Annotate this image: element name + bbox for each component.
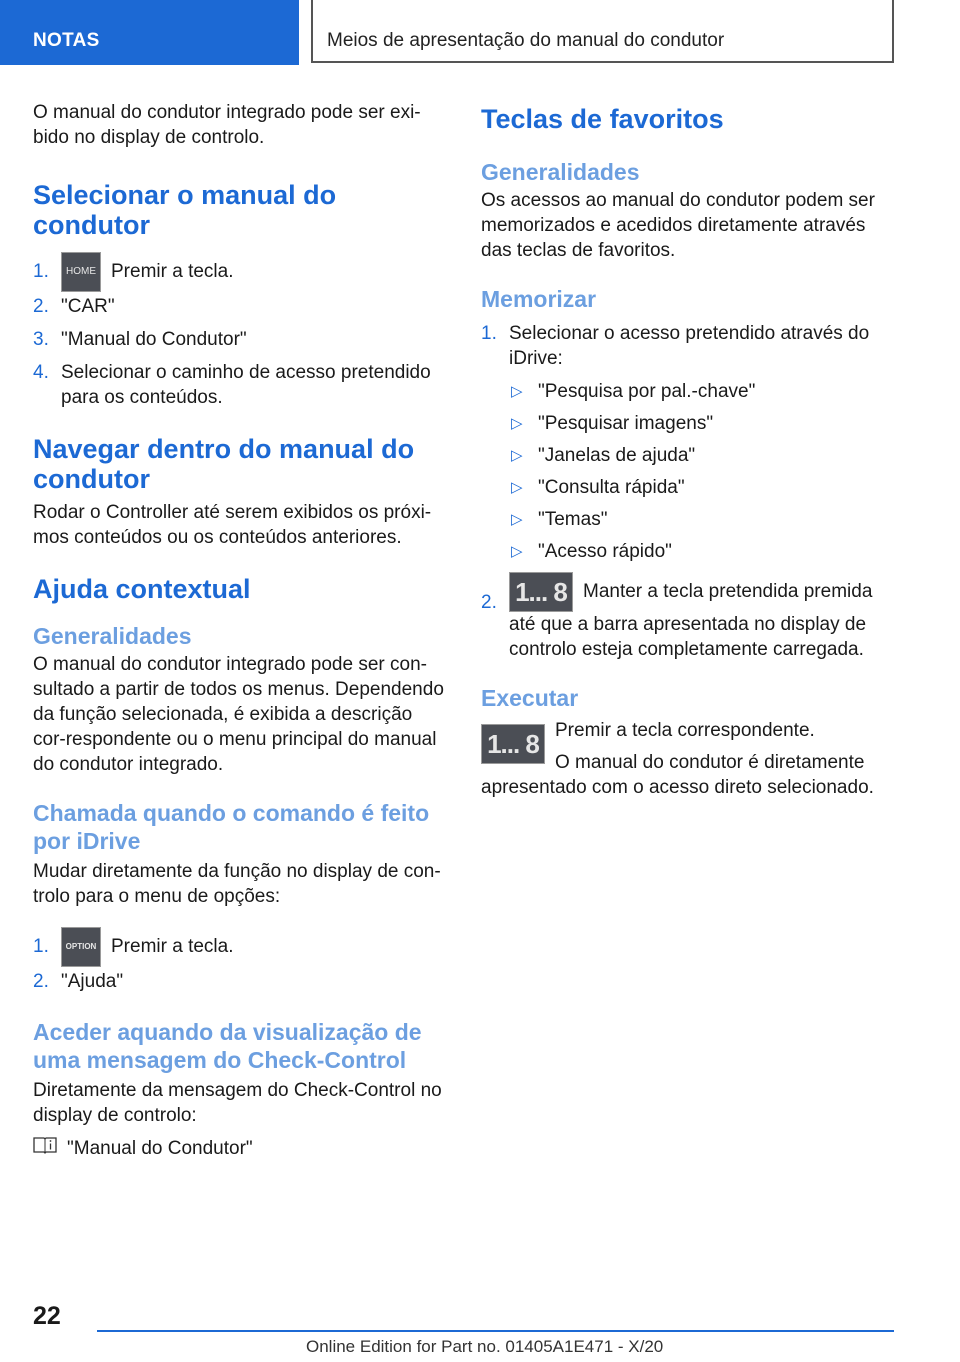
option-button-icon: OPTION bbox=[61, 927, 101, 967]
list-item bbox=[33, 252, 447, 292]
step-number: 1. bbox=[33, 936, 49, 957]
context-help-heading: Ajuda contextual bbox=[33, 574, 251, 604]
step-number: 1. bbox=[33, 261, 49, 282]
fav-general-heading: Generalidades bbox=[481, 159, 640, 185]
list-item bbox=[33, 327, 447, 352]
footer-divider bbox=[97, 1330, 894, 1332]
step-number: 4. bbox=[33, 362, 49, 383]
step-text: "Ajuda" bbox=[61, 971, 124, 992]
list-item bbox=[509, 507, 895, 532]
triangle-bullet-icon: ▷ bbox=[511, 479, 523, 496]
execute-block bbox=[481, 718, 895, 800]
list-item bbox=[33, 294, 447, 319]
step-text: Manter a tecla pretendida premida até que a barra apresentada no display de controlo esteja completamente carregada. bbox=[509, 581, 873, 660]
check-control-heading: Aceder aquando da visualização de uma mensagem do Check-Control bbox=[33, 1019, 422, 1073]
favorite-keys-icon: 1... 8 bbox=[481, 724, 545, 764]
step-text: "Manual do Condutor" bbox=[61, 329, 247, 350]
step-text: Selecionar o caminho de acesso pretendido para os conteúdos. bbox=[61, 362, 431, 408]
step-number: 2. bbox=[481, 592, 497, 613]
triangle-bullet-icon: ▷ bbox=[511, 543, 523, 560]
option-text: "Pesquisar imagens" bbox=[538, 413, 714, 434]
navigate-heading: Navegar dentro do manual do condutor bbox=[33, 434, 415, 494]
list-item bbox=[33, 969, 447, 994]
list-item bbox=[509, 539, 895, 564]
step-text: "CAR" bbox=[61, 296, 115, 317]
store-steps-list bbox=[481, 321, 895, 662]
header-section-label: NOTAS bbox=[33, 30, 100, 51]
store-heading: Memorizar bbox=[481, 286, 597, 312]
favorite-keys-icon: 1... 8 bbox=[509, 572, 573, 612]
step-number: 2. bbox=[33, 296, 49, 317]
manual-book-icon bbox=[33, 1136, 57, 1161]
idrive-steps-list bbox=[33, 927, 447, 994]
step-text: Premir a tecla. bbox=[111, 261, 234, 283]
step-number: 2. bbox=[33, 971, 49, 992]
execute-heading: Executar bbox=[481, 685, 579, 711]
triangle-bullet-icon: ▷ bbox=[511, 415, 523, 432]
option-text: "Janelas de ajuda" bbox=[538, 445, 696, 466]
option-text: "Temas" bbox=[538, 509, 608, 530]
help-general-text: O manual do condutor integrado pode ser con-sultado a partir de todos os menus. Dependendo da função selecionada, é exibida a descrição cor-respondente ou o menu principal do manual do condutor integrado. bbox=[33, 654, 444, 775]
header-chapter-box bbox=[311, 0, 894, 63]
option-text: "Consulta rápida" bbox=[538, 477, 685, 498]
triangle-bullet-icon: ▷ bbox=[511, 383, 523, 400]
list-item bbox=[509, 411, 895, 436]
page-number: 22 bbox=[33, 1302, 61, 1330]
triangle-bullet-icon: ▷ bbox=[511, 447, 523, 464]
step-text: Premir a tecla. bbox=[111, 936, 234, 958]
favorites-heading: Teclas de favoritos bbox=[481, 104, 724, 134]
option-text: "Acesso rápido" bbox=[538, 541, 672, 562]
footer-edition: Online Edition for Part no. 01405A1E471 - X/20 bbox=[306, 1337, 664, 1356]
option-text: "Pesquisa por pal.-chave" bbox=[538, 381, 756, 402]
header-section-tab bbox=[0, 0, 299, 65]
store-options-list bbox=[509, 379, 895, 564]
list-item bbox=[481, 321, 895, 564]
select-manual-heading: Selecionar o manual do condutor bbox=[33, 180, 337, 240]
step-number: 3. bbox=[33, 329, 49, 350]
check-control-item-text: "Manual do Condutor" bbox=[67, 1138, 253, 1159]
right-column bbox=[481, 100, 895, 800]
list-item bbox=[509, 379, 895, 404]
list-item bbox=[481, 572, 895, 662]
navigate-text: Rodar o Controller até serem exibidos os próxi-mos conteúdos ou os conteúdos anteriores. bbox=[33, 502, 432, 548]
step-text: Selecionar o acesso pretendido através do iDrive: bbox=[509, 323, 870, 369]
home-button-icon: HOME bbox=[61, 252, 101, 292]
triangle-bullet-icon: ▷ bbox=[511, 511, 523, 528]
check-control-text: Diretamente da mensagem do Check-Control no display de controlo: bbox=[33, 1080, 442, 1126]
list-item bbox=[509, 443, 895, 468]
list-item bbox=[509, 475, 895, 500]
check-control-item bbox=[33, 1136, 447, 1161]
fav-general-text: Os acessos ao manual do condutor podem ser memorizados e acedidos diretamente através das teclas de favoritos. bbox=[481, 190, 875, 261]
help-general-heading: Generalidades bbox=[33, 623, 192, 649]
step-number: 1. bbox=[481, 323, 497, 344]
execute-text-2: O manual do condutor é diretamente apresentado com o acesso direto selecionado. bbox=[481, 752, 874, 798]
select-steps-list bbox=[33, 252, 447, 410]
list-item bbox=[33, 927, 447, 967]
intro-text: O manual do condutor integrado pode ser exi-bido no display de controlo. bbox=[33, 102, 421, 148]
list-item bbox=[33, 360, 447, 410]
header-chapter-label: Meios de apresentação do manual do condutor bbox=[327, 30, 725, 51]
idrive-heading: Chamada quando o comando é feito por iDrive bbox=[33, 800, 430, 854]
left-column bbox=[33, 100, 447, 1161]
execute-text-1: Premir a tecla correspondente. bbox=[555, 720, 815, 741]
idrive-text: Mudar diretamente da função no display de con-trolo para o menu de opções: bbox=[33, 861, 441, 907]
